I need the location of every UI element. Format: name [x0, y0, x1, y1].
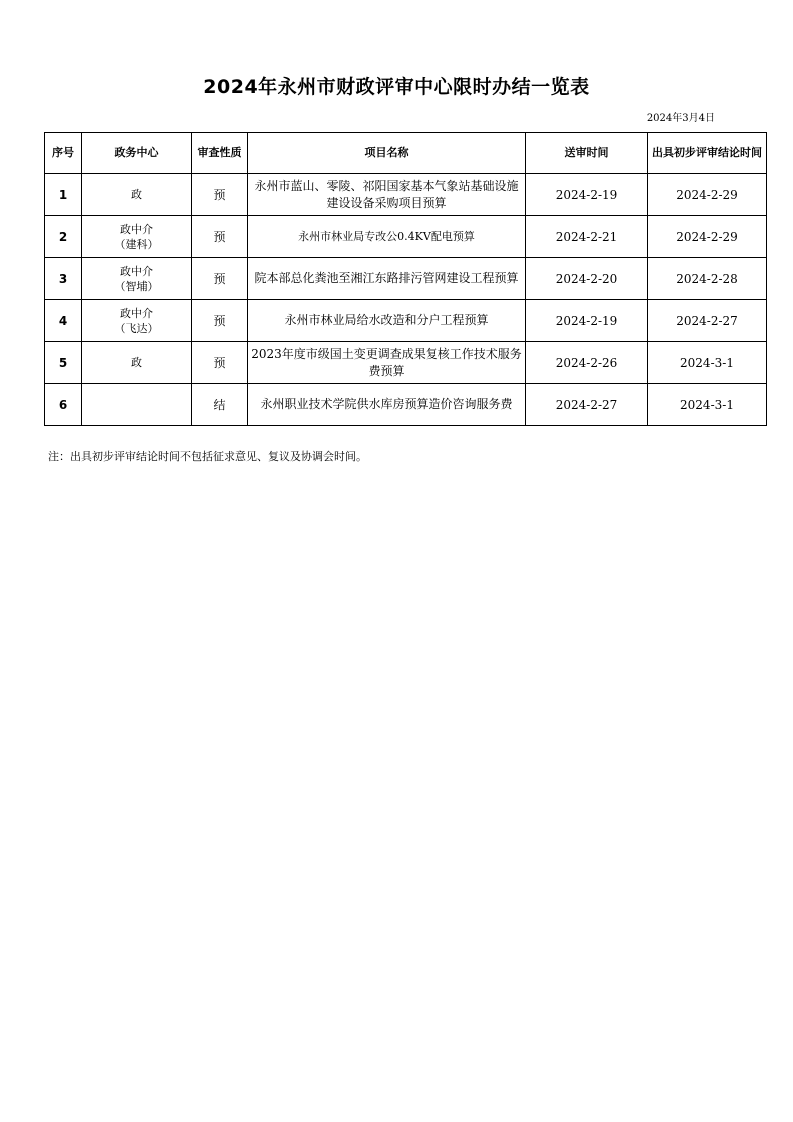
row-conclusion-time: 2024-3-1 — [648, 342, 767, 384]
table-row — [45, 216, 767, 258]
row-review-nature: 预 — [192, 258, 248, 300]
row-seq: 2 — [45, 216, 82, 258]
row-conclusion-time: 2024-2-29 — [648, 216, 767, 258]
table-row — [45, 342, 767, 384]
row-submitted-time: 2024-2-21 — [526, 216, 648, 258]
row-review-nature: 预 — [192, 216, 248, 258]
service-center-agency: （智埔） — [114, 279, 159, 293]
row-project-name: 永州市蓝山、零陵、祁阳国家基本气象站基础设施建设设备采购项目预算 — [248, 174, 526, 216]
row-review-nature: 预 — [192, 174, 248, 216]
row-project-name: 2023年度市级国土变更调查成果复核工作技术服务费预算 — [248, 342, 526, 384]
row-seq: 6 — [45, 384, 82, 426]
time-limit-table — [44, 132, 767, 426]
row-seq: 4 — [45, 300, 82, 342]
row-conclusion-time: 2024-2-27 — [648, 300, 767, 342]
header-review-nature: 审查性质 — [192, 133, 248, 174]
row-submitted-time: 2024-2-19 — [526, 300, 648, 342]
row-conclusion-time: 2024-2-29 — [648, 174, 767, 216]
row-review-nature: 预 — [192, 342, 248, 384]
row-service-center — [82, 258, 192, 300]
header-conclusion-time: 出具初步评审结论时间 — [648, 133, 767, 174]
service-center-name: 政 — [131, 356, 142, 369]
header-seq: 序号 — [45, 133, 82, 174]
row-review-nature: 预 — [192, 300, 248, 342]
row-service-center — [82, 174, 192, 216]
row-submitted-time: 2024-2-27 — [526, 384, 648, 426]
table-row — [45, 384, 767, 426]
row-project-name: 永州市林业局给水改造和分户工程预算 — [248, 300, 526, 342]
row-service-center — [82, 216, 192, 258]
header-submitted-time: 送审时间 — [526, 133, 648, 174]
service-center-agency: （建科） — [114, 237, 159, 251]
row-submitted-time: 2024-2-19 — [526, 174, 648, 216]
row-seq: 5 — [45, 342, 82, 384]
service-center-name: 政中介 — [120, 222, 153, 236]
row-submitted-time: 2024-2-20 — [526, 258, 648, 300]
row-project-name: 永州职业技术学院供水库房预算造价咨询服务费 — [248, 384, 526, 426]
row-service-center — [82, 300, 192, 342]
document-date: 2024年3月4日 — [646, 113, 715, 124]
document-title: 2024年永州市财政评审中心限时办结一览表 — [203, 76, 590, 98]
row-service-center — [82, 342, 192, 384]
row-submitted-time: 2024-2-26 — [526, 342, 648, 384]
row-conclusion-time: 2024-2-28 — [648, 258, 767, 300]
row-review-nature: 结 — [192, 384, 248, 426]
table-row — [45, 258, 767, 300]
service-center-name: 政 — [131, 188, 142, 201]
service-center-agency: （飞达） — [114, 321, 159, 335]
row-seq: 1 — [45, 174, 82, 216]
header-project-name: 项目名称 — [248, 133, 526, 174]
row-service-center — [82, 384, 192, 426]
row-seq: 3 — [45, 258, 82, 300]
table-row — [45, 174, 767, 216]
header-service-center: 政务中心 — [82, 133, 192, 174]
footnote: 注：出具初步评审结论时间不包括征求意见、复议及协调会时间。 — [48, 450, 367, 463]
row-conclusion-time: 2024-3-1 — [648, 384, 767, 426]
row-project-name: 永州市林业局专改公0.4KV配电预算 — [248, 216, 526, 258]
service-center-name: 政中介 — [120, 264, 153, 278]
service-center-name: 政中介 — [120, 306, 153, 320]
table-header-row — [45, 133, 767, 174]
table-row — [45, 300, 767, 342]
row-project-name: 院本部总化粪池至湘江东路排污管网建设工程预算 — [248, 258, 526, 300]
